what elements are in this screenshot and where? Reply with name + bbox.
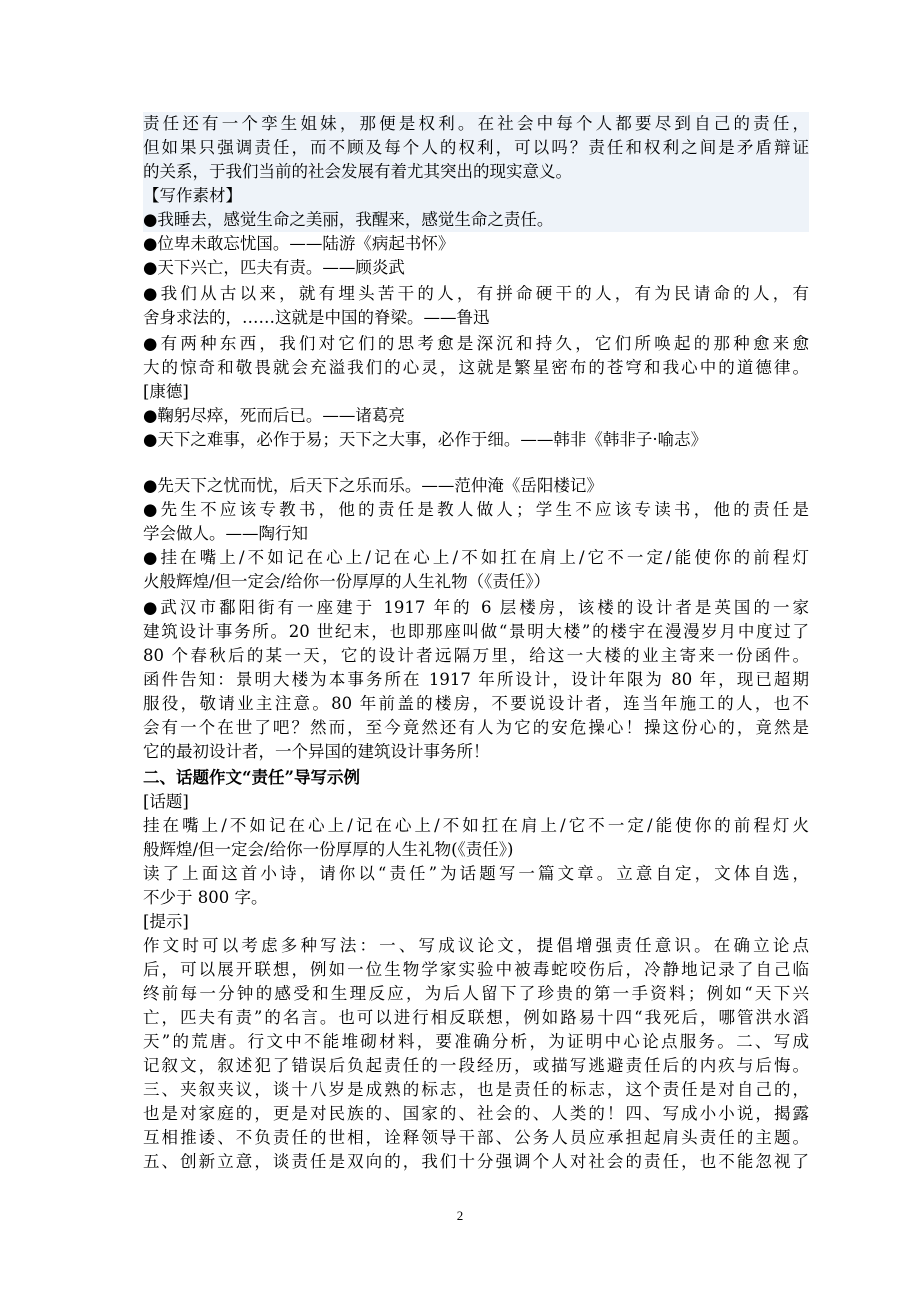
text-line: 亡，匹夫有责”的名言。也可以进行相反联想，例如路易十四“我死后，哪管洪水滔 [143, 1008, 809, 1027]
text-line: [话题] [143, 792, 189, 811]
text-line: 互相推诿、不负责任的世相，诠释领导干部、公务人员应承担起肩头责任的主题。 [143, 1128, 809, 1147]
text-line: ●武汉市鄱阳街有一座建于 1917 年的 6 层楼房，该楼的设计者是英国的一家 [143, 598, 809, 617]
text-line: 服役，敬请业主注意。80 年前盖的楼房，不要说设计者，连当年施工的人，也不 [143, 694, 809, 713]
text-line: 责任还有一个孪生姐妹，那便是权利。在社会中每个人都要尽到自己的责任， [143, 112, 809, 136]
text-line: 终前每一分钟的感受和生理反应，为后人留下了珍贵的第一手资料；例如“天下兴 [143, 984, 809, 1003]
text-line: 作文时可以考虑多种写法：一、写成议论文，提倡增强责任意识。在确立论点 [143, 936, 809, 955]
text-line: 会有一个在世了吧？然而，至今竟然还有人为它的安危操心！操这份心的，竟然是 [143, 718, 809, 737]
text-line: 舍身求法的，……这就是中国的脊梁。——鲁迅 [143, 308, 490, 327]
text-line: ●先生不应该专教书，他的责任是教人做人；学生不应该专读书，他的责任是 [143, 500, 809, 519]
text-line: 80 个春秋后的某一天，它的设计者远隔万里，给这一大楼的业主寄来一份函件。 [143, 646, 809, 665]
text-line: ●鞠躬尽瘁，死而后已。——诸葛亮 [143, 406, 405, 425]
text-line: 般辉煌/但一定会/给你一份厚厚的人生礼物(《责任》) [143, 840, 514, 859]
text-line: ●天下之难事，必作于易；天下之大事，必作于细。——韩非《韩非子·喻志》 [143, 430, 708, 449]
text-line: 建筑设计事务所。20 世纪末，也即那座叫做“景明大楼”的楼宇在漫漫岁月中度过了 [143, 622, 809, 641]
text-line: 记叙文，叙述犯了错误后负起责任的一段经历，或描写逃避责任后的内疚与后悔。 [143, 1056, 809, 1075]
text-line: ●天下兴亡，匹夫有责。——顾炎武 [143, 258, 405, 277]
text-line: 五、创新立意，谈责任是双向的，我们十分强调个人对社会的责任，也不能忽视了 [143, 1152, 809, 1171]
text-line: 天”的荒唐。行文中不能堆砌材料，要准确分析，为证明中心论点服务。二、写成 [143, 1032, 809, 1051]
page-number: 2 [456, 1208, 464, 1223]
text-line: 三、夹叙夹议，谈十八岁是成熟的标志，也是责任的标志，这个责任是对自己的， [143, 1080, 809, 1099]
text-line: 挂在嘴上/不如记在心上/记在心上/不如扛在肩上/它不一定/能使你的前程灯火 [143, 816, 809, 835]
text-line: [提示] [143, 912, 189, 931]
section-heading: 二、话题作文“责任”导写示例 [143, 768, 360, 787]
text-line: ●位卑未敢忘忧国。——陆游《病起书怀》 [143, 234, 455, 253]
text-line: [康德] [143, 382, 189, 401]
text-line: 读了上面这首小诗，请你以“责任”为话题写一篇文章。立意自定，文体自选， [143, 864, 809, 883]
text-line: 火般辉煌/但一定会/给你一份厚厚的人生礼物（《责任》） [143, 572, 551, 591]
text-line: 函件告知：景明大楼为本事务所在 1917 年所设计，设计年限为 80 年，现已超期 [143, 670, 809, 689]
section-heading: 【写作素材】 [143, 184, 809, 208]
text-line: 大的惊奇和敬畏就会充溢我们的心灵，这就是繁星密布的苍穹和我心中的道德律。 [143, 358, 809, 377]
text-line: 但如果只强调责任，而不顾及每个人的权利，可以吗？责任和权利之间是矛盾辩证 [143, 136, 809, 160]
text-line: ●有两种东西，我们对它们的思考愈是深沉和持久，它们所唤起的那种愈来愈 [143, 334, 809, 353]
text-line: 也是对家庭的，更是对民族的、国家的、社会的、人类的！四、写成小小说，揭露 [143, 1104, 809, 1123]
text-line: ●先天下之忧而忧，后天下之乐而乐。——范仲淹《岳阳楼记》 [143, 476, 603, 495]
text-line: 后，可以展开联想，例如一位生物学家实验中被毒蛇咬伤后，冷静地记录了自己临 [143, 960, 809, 979]
text-line: 不少于 800 字。 [143, 888, 268, 907]
text-line: ●我睡去，感觉生命之美丽，我醒来，感觉生命之责任。 [143, 208, 809, 232]
text-line: 学会做人。——陶行知 [143, 524, 308, 543]
text-line: ●我们从古以来，就有埋头苦干的人，有拼命硬干的人，有为民请命的人，有 [143, 284, 809, 303]
text-line: ●挂在嘴上/不如记在心上/记在心上/不如扛在肩上/它不一定/能使你的前程灯 [143, 548, 809, 567]
text-line: 的关系，于我们当前的社会发展有着尤其突出的现实意义。 [143, 160, 809, 184]
text-line: 它的最初设计者，一个异国的建筑设计事务所！ [143, 742, 490, 761]
